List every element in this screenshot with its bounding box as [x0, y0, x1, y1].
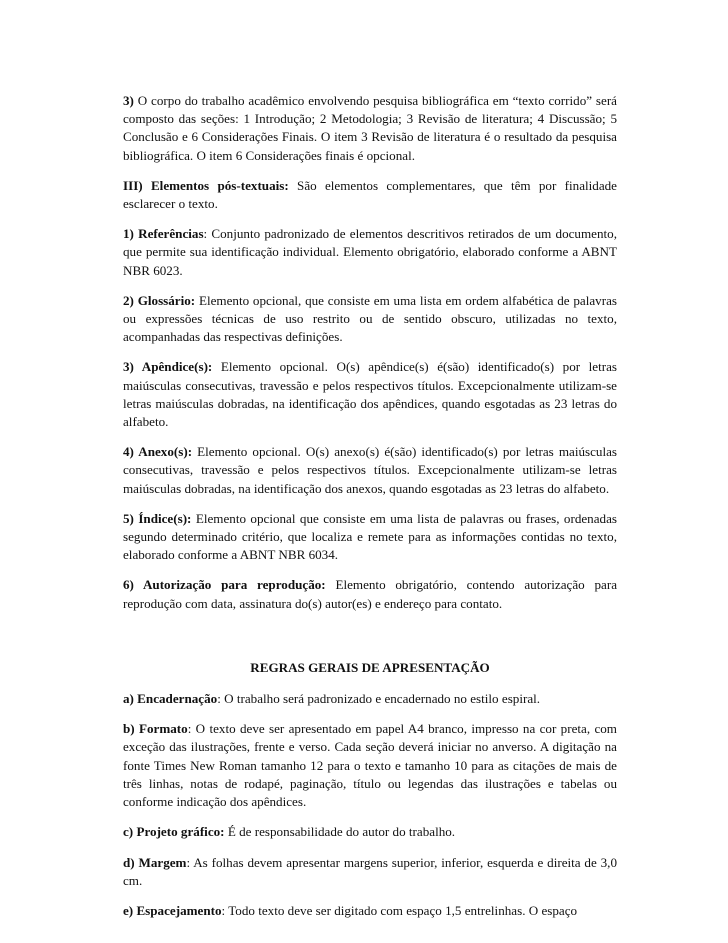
paragraph-text: É de responsabilidade do autor do trabalho.	[224, 824, 456, 840]
section-heading: REGRAS GERAIS DE APRESENTAÇÃO	[250, 659, 490, 675]
paragraph-formato	[123, 720, 617, 811]
paragraph-label: 5) Índice(s):	[123, 510, 192, 526]
paragraph-label: 6) Autorização para reprodução:	[123, 577, 326, 593]
paragraph-label: a) Encadernação	[123, 691, 218, 707]
paragraph-label: e) Espacejamento	[123, 902, 222, 918]
paragraph-margem	[123, 854, 617, 890]
paragraph-text: : Conjunto padronizado de elementos descritivos retirados de um documento, que permite sua identificação individual. Elemento obrigatório, elaborado conforme a ABNT NBR 6023.	[123, 226, 617, 278]
paragraph-text: : O trabalho será padronizado e encadernado no estilo espiral.	[217, 691, 541, 707]
paragraph-text: Elemento opcional. O(s) anexo(s) é(são) identificado(s) por letras maiúsculas consecutivas, travessão e pelos respectivos títulos. Excepcionalmente utilizam-se letras maiúsculas dobradas, na identificação dos anexos, quando esgotadas as 23 letras do alfabeto.	[123, 444, 617, 496]
paragraph-text: São elementos complementares, que têm por finalidade esclarecer o texto.	[123, 177, 617, 212]
paragraph-projeto-grafico	[123, 823, 617, 841]
paragraph-encadernacao	[123, 690, 617, 708]
document-body	[123, 92, 617, 932]
paragraph-glossario	[123, 292, 617, 347]
paragraph-text: : O texto deve ser apresentado em papel A4 branco, impresso na cor preta, com exceção das ilustrações, frente e verso. Cada seção deverá iniciar no anverso. A digitação na fonte Times New Roman tamanho 12 para o texto e tamanho 10 para as citações de mais de três linhas, notas de rodapé, paginação, título ou legendas das ilustrações e tabelas ou conforme indicação dos apêndices.	[123, 721, 617, 810]
paragraph-text: Elemento opcional, que consiste em uma lista em ordem alfabética de palavras ou expressões técnicas de uso restrito ou de sentido obscuro, utilizadas no texto, acompanhadas das respectivas definições.	[123, 292, 617, 345]
paragraph-text: Elemento opcional que consiste em uma lista de palavras ou frases, ordenadas segundo determinado critério, que localiza e remete para as informações contidas no texto, elaborado conforme a ABNT NBR 6034.	[123, 510, 617, 563]
paragraph-elementos-pos-textuais	[123, 177, 617, 213]
paragraph-text: O corpo do trabalho acadêmico envolvendo pesquisa bibliográfica em “texto corrido” será composto das seções: 1 Introdução; 2 Metodologia; 3 Revisão de literatura; 4 Discussão; 5 Conclusão e 6 Considerações Finais. O item 3 Revisão de literatura é o resultado da pesquisa bibliográfica. O item 6 Considerações finais é opcional.	[123, 93, 617, 163]
paragraph-text: : Todo texto deve ser digitado com espaço 1,5 entrelinhas. O espaço	[221, 902, 578, 918]
paragraph-text: Elemento obrigatório, contendo autorização para reprodução com data, assinatura do(s) autor(es) e endereço para contato.	[123, 577, 618, 611]
paragraph-espacejamento	[123, 902, 617, 920]
paragraph-autorizacao	[123, 576, 617, 612]
paragraph-apendices	[123, 358, 617, 431]
paragraph-label: d) Margem	[123, 854, 187, 870]
paragraph-anexos	[123, 443, 617, 498]
paragraph-label: 1) Referências	[123, 226, 204, 242]
paragraph-indices	[123, 510, 617, 565]
paragraph-label: 4) Anexo(s):	[123, 444, 193, 460]
paragraph-label: 3) Apêndice(s):	[123, 359, 213, 375]
paragraph-label: 2) Glossário:	[123, 292, 196, 308]
paragraph-text: Elemento opcional. O(s) apêndice(s) é(são) identificado(s) por letras maiúsculas consecutivas, travessão e pelos respectivos títulos. Excepcionalmente utilizam-se letras maiúsculas dobradas, na identificação dos apêndices, quando esgotadas as 23 letras do alfabeto.	[123, 359, 618, 430]
paragraph-label: III) Elementos pós-textuais:	[123, 177, 289, 193]
paragraph-text: : As folhas devem apresentar margens superior, inferior, esquerda e direita de 3,0 cm.	[123, 854, 617, 888]
paragraph-corpo-trabalho	[123, 92, 617, 165]
paragraph-referencias	[123, 225, 617, 280]
paragraph-label: b) Formato	[123, 721, 188, 737]
paragraph-label: 3)	[123, 93, 134, 108]
paragraph-label: c) Projeto gráfico:	[123, 824, 225, 840]
